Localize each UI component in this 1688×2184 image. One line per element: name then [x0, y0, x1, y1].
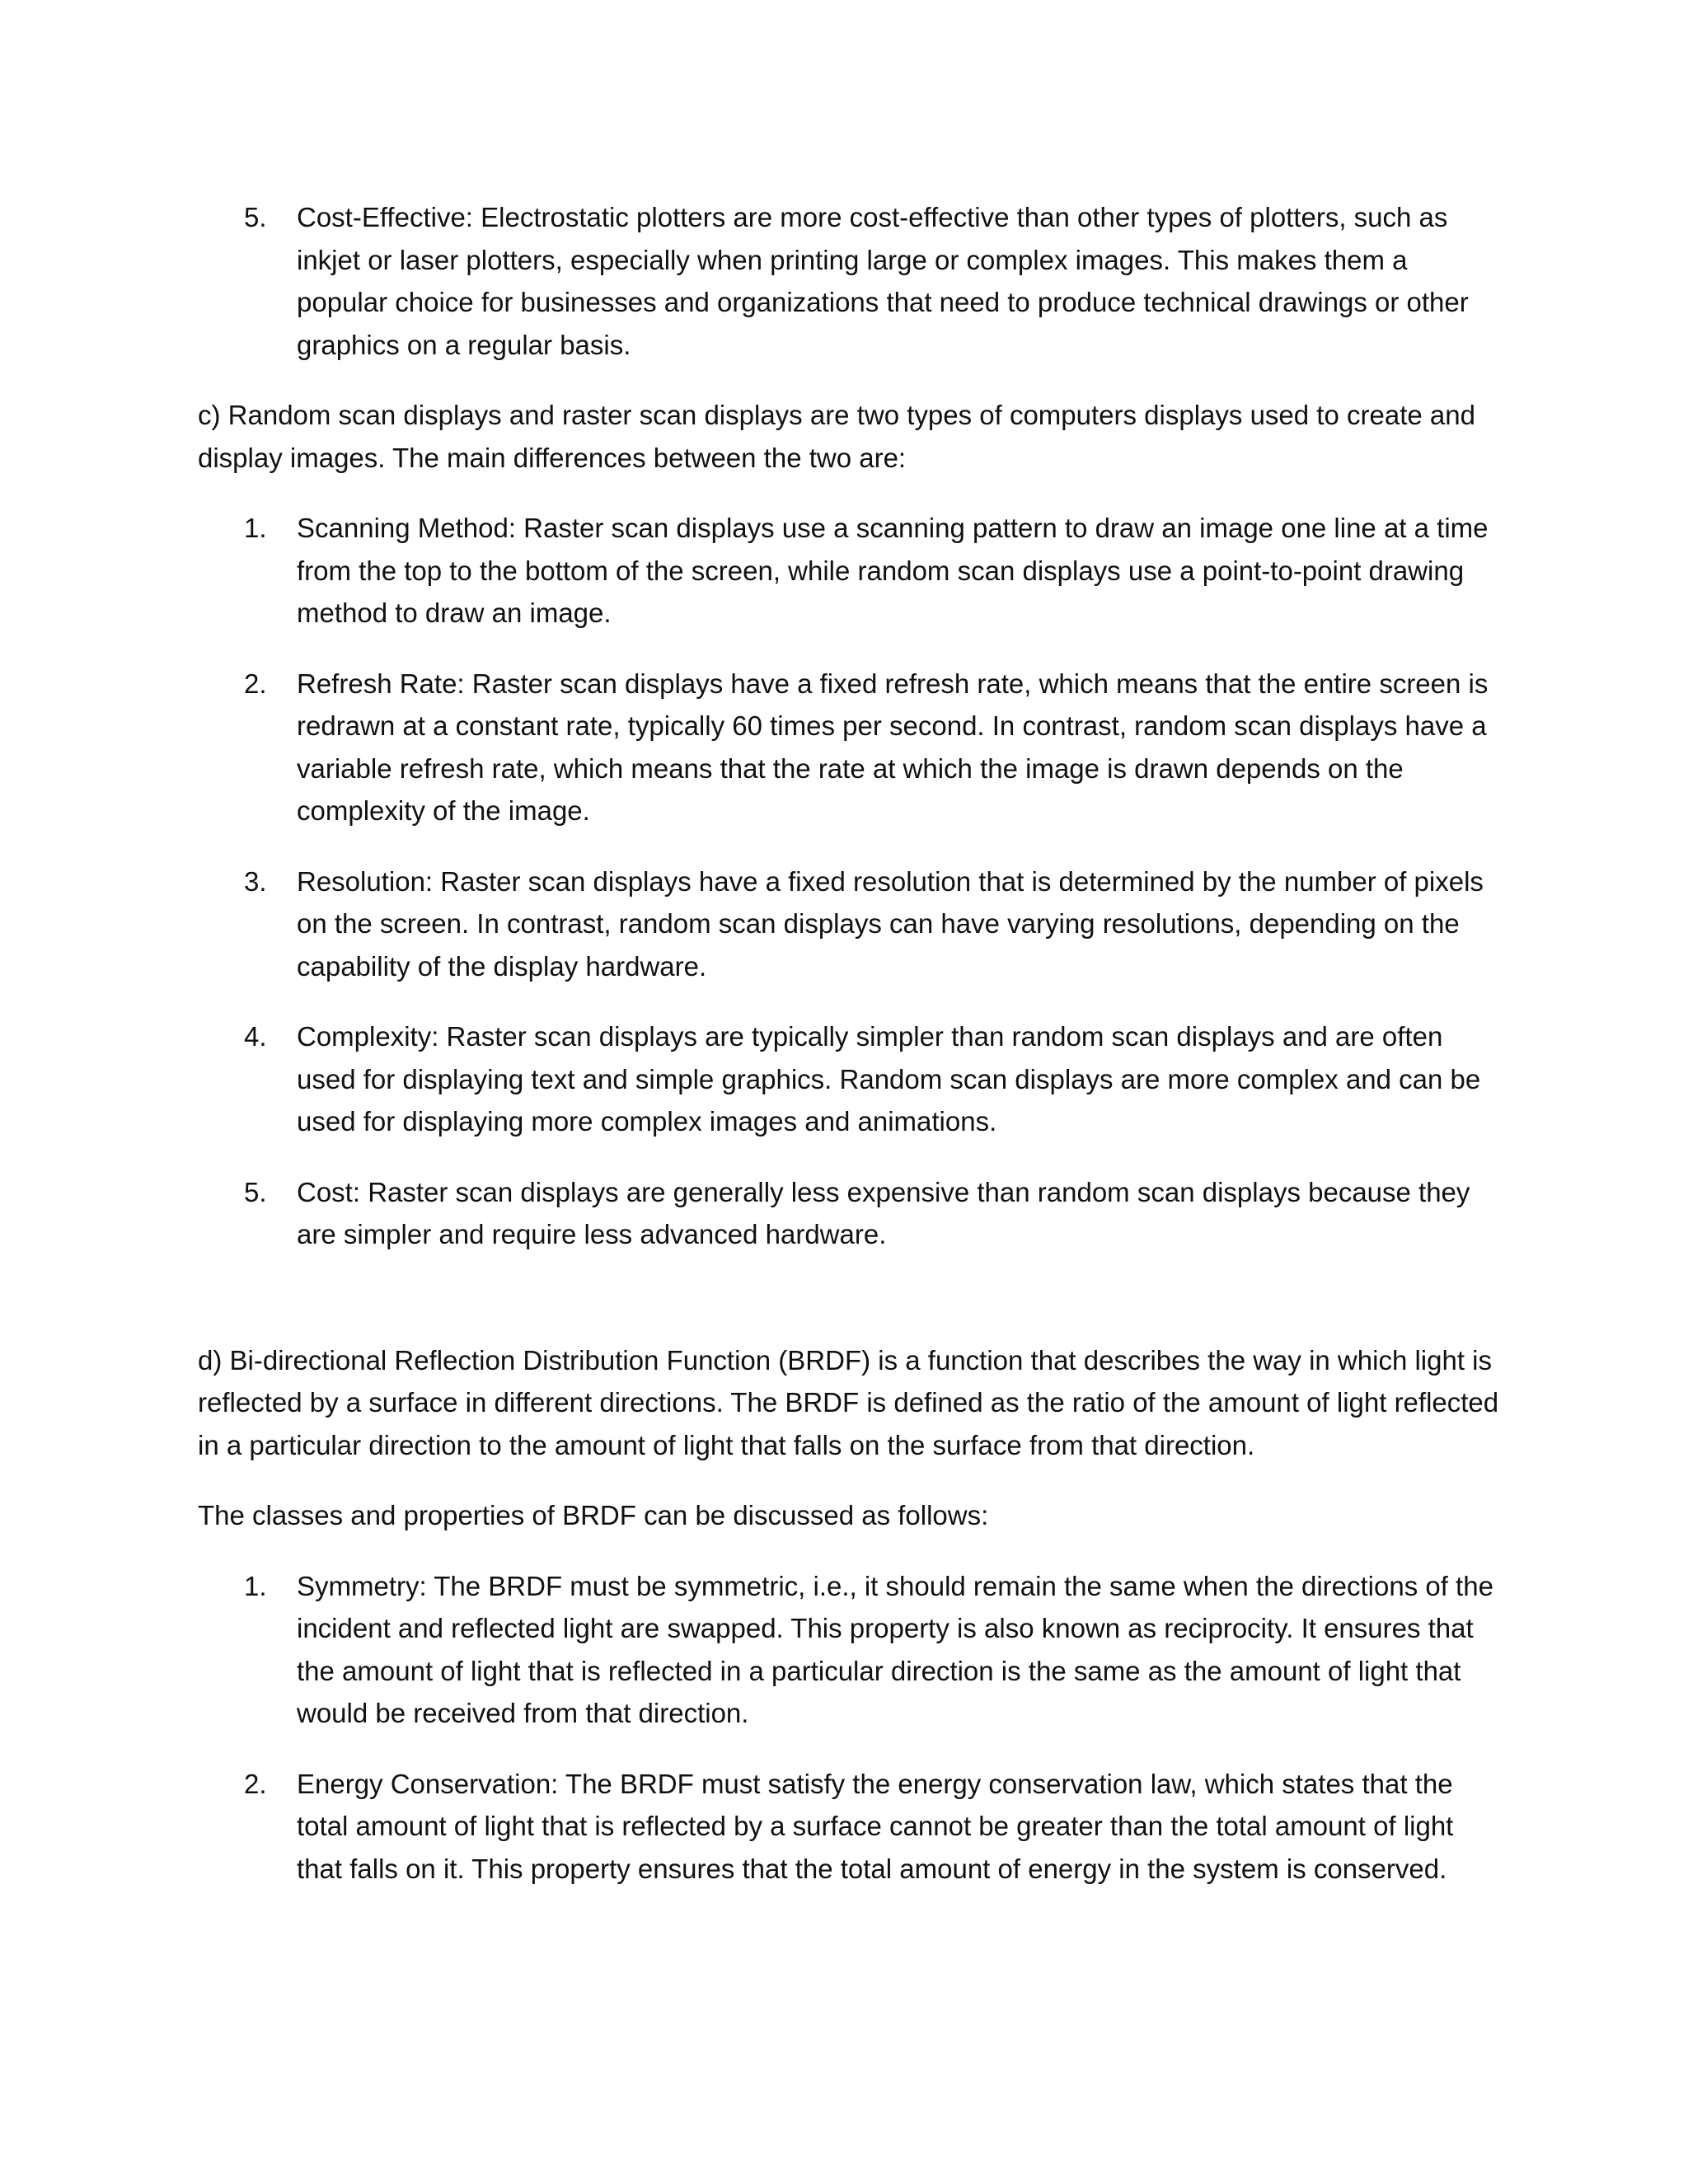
list-item	[198, 860, 1500, 988]
display-differences-list	[198, 507, 1500, 1256]
list-number: 2.	[244, 1768, 267, 1799]
list-item	[198, 1565, 1500, 1735]
list-text: Cost: Raster scan displays are generally less expensive than random scan displays because they are simpler and require less advanced hardware.	[297, 1176, 1470, 1249]
list-number: 4.	[244, 1021, 267, 1052]
section-c-intro: c) Random scan displays and raster scan displays are two types of computers displays used to create and display images. The main differences between the two are:	[198, 400, 1475, 473]
list-item	[198, 1015, 1500, 1143]
list-text: Resolution: Raster scan displays have a fixed resolution that is determined by the number of pixels on the screen. In contrast, random scan displays can have varying resolutions, depending on the capability of the display hardware.	[297, 865, 1484, 982]
list-text: Cost-Effective: Electrostatic plotters are more cost-effective than other types of plotters, such as inkjet or laser plotters, especially when printing large or complex images. This makes them a popular choice for businesses and organizations that need to produce technical drawings or other graphics on a regular basis.	[297, 202, 1469, 360]
list-text: Scanning Method: Raster scan displays use a scanning pattern to draw an image one line at a time from the top to the bottom of the screen, while random scan displays use a point-to-point drawing method to draw an image.	[297, 513, 1489, 628]
blank-line	[198, 1284, 1500, 1339]
section-d-intro: d) Bi-directional Reflection Distribution Function (BRDF) is a function that describes the way in which light is reflected by a surface in different directions. The BRDF is defined as the ratio of the amount of light reflected in a particular direction to the amount of light that falls on the surface from that direction.	[198, 1344, 1499, 1460]
section-d-lead: The classes and properties of BRDF can be discussed as follows:	[198, 1500, 989, 1530]
list-text: Refresh Rate: Raster scan displays have a fixed refresh rate, which means that the entire screen is redrawn at a constant rate, typically 60 times per second. In contrast, random scan displays have a variable refresh rate, which means that the rate at which the image is drawn depends on the complexity of the image.	[297, 668, 1489, 826]
list-number: 5.	[244, 202, 267, 232]
list-item	[198, 507, 1500, 635]
list-text: Complexity: Raster scan displays are typically simpler than random scan displays and are often used for displaying text and simple graphics. Random scan displays are more complex and can be used for displaying more complex images and animations.	[297, 1021, 1481, 1137]
list-number: 1.	[244, 513, 267, 543]
plotter-list-continued	[198, 196, 1500, 366]
list-text: Symmetry: The BRDF must be symmetric, i.e., it should remain the same when the directions of the incident and reflected light are swapped. This property is also known as reciprocity. It ensures that the amount of light that is reflected in a particular direction is the same as the amount of light that would be received from that direction.	[297, 1570, 1493, 1728]
list-number: 1.	[244, 1570, 267, 1601]
list-number: 5.	[244, 1176, 267, 1207]
list-item	[198, 1763, 1500, 1891]
list-text: Energy Conservation: The BRDF must satisfy the energy conservation law, which states that the total amount of light that is reflected by a surface cannot be greater than the total amount of light that falls on it. This property ensures that the total amount of energy in the system is conserved.	[297, 1768, 1454, 1884]
brdf-properties-list	[198, 1565, 1500, 1891]
document-body	[198, 196, 1500, 1918]
list-item	[198, 663, 1500, 832]
list-item	[198, 196, 1500, 366]
list-number: 3.	[244, 865, 267, 897]
list-item	[198, 1171, 1500, 1256]
list-number: 2.	[244, 668, 267, 699]
